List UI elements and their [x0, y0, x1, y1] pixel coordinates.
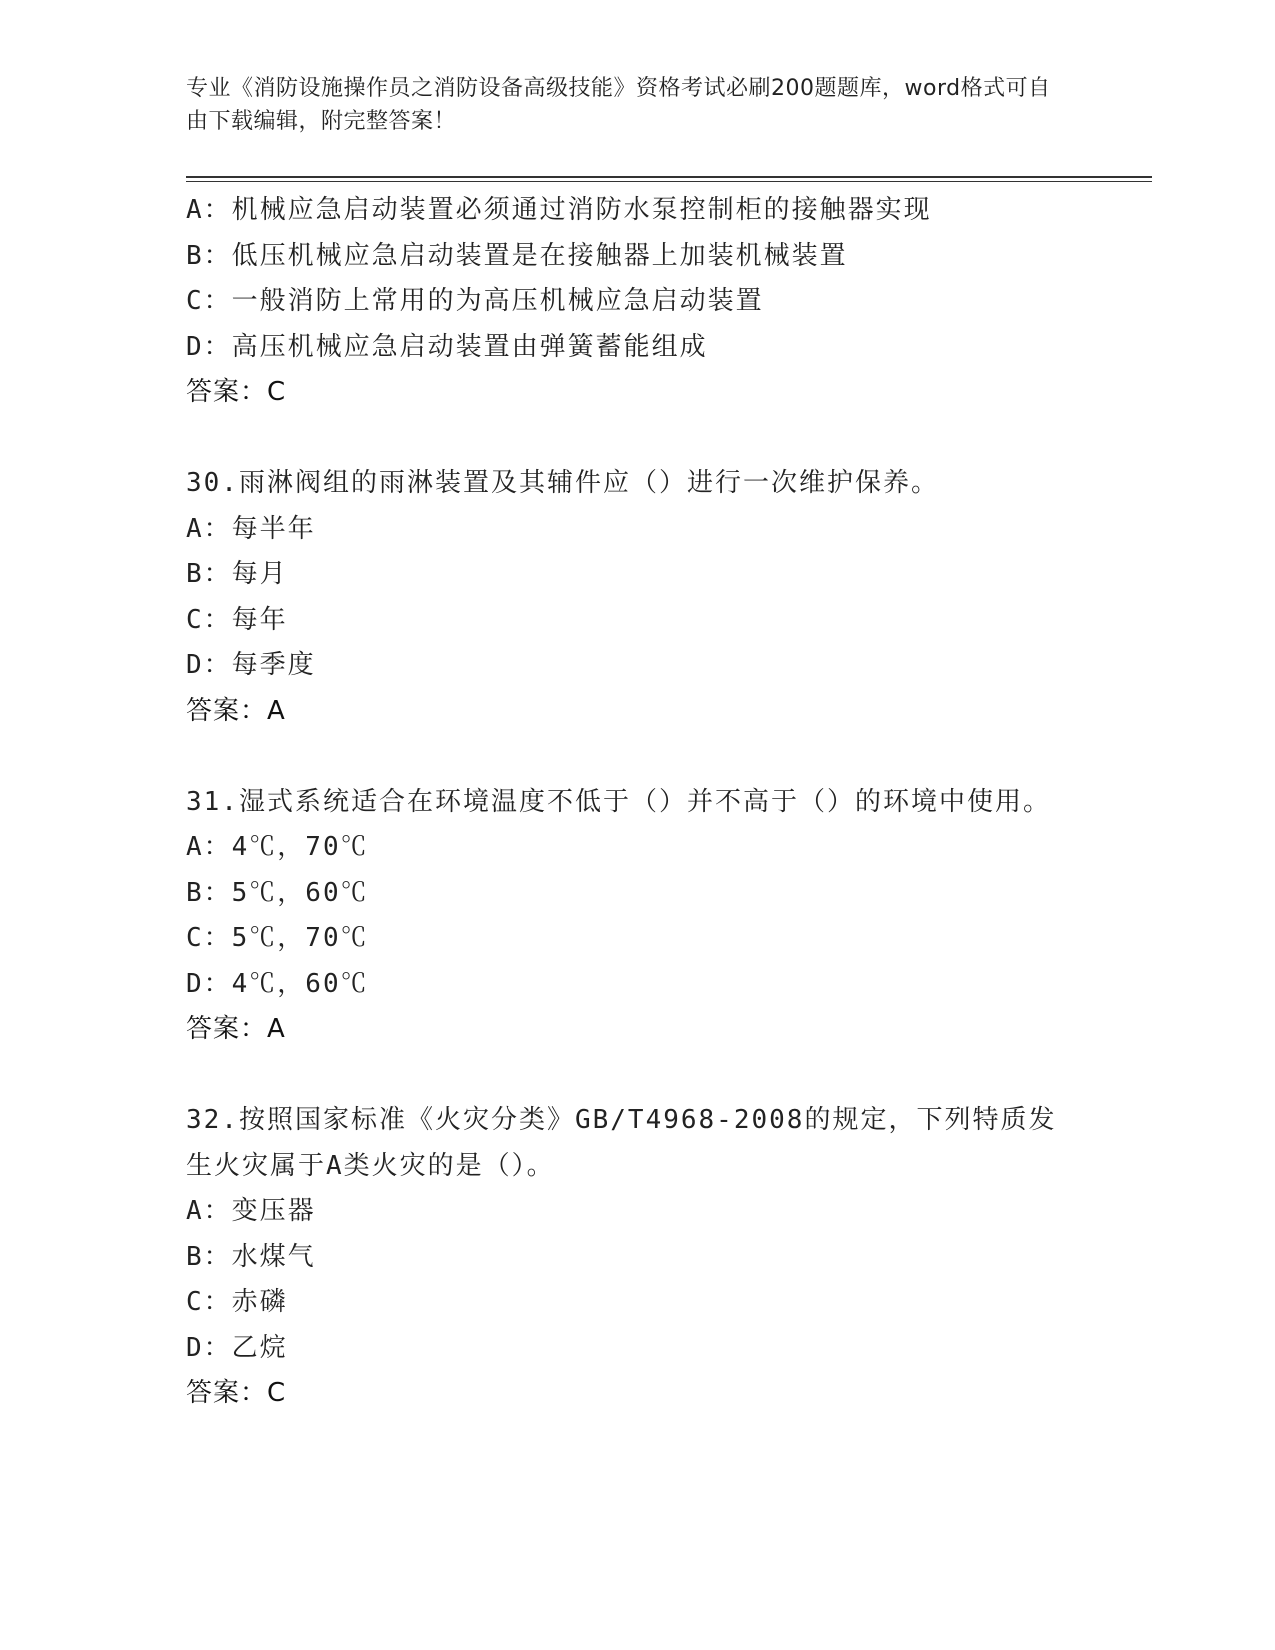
answer-label: 答案：C: [186, 1378, 287, 1408]
question-32: [186, 1098, 1126, 1417]
option-a: A：机械应急启动装置必须通过消防水泵控制柜的接触器实现: [186, 195, 932, 225]
question-text: 30.雨淋阀组的雨淋装置及其辅件应（）进行一次维护保养。: [186, 468, 939, 498]
option-d: D：乙烷: [186, 1332, 288, 1363]
option-c: C：一般消防上常用的为高压机械应急启动装置: [186, 286, 764, 316]
option-c: C：每年: [186, 604, 288, 635]
spacer: [186, 1053, 1126, 1099]
option-d: D：每季度: [186, 650, 316, 680]
question-list: [186, 188, 1126, 1417]
question-text: 32.按照国家标准《火灾分类》GB/T4968-2008的规定，下列特质发生火灾属于A类火灾的是（）。: [186, 1105, 1057, 1181]
option-d: D：高压机械应急启动装置由弹簧蓄能组成: [186, 331, 708, 362]
option-b: B：低压机械应急启动装置是在接触器上加装机械装置: [186, 240, 848, 271]
option-a: A：每半年: [186, 513, 316, 544]
question-31: [186, 780, 1126, 1053]
option-d: D：4℃，60℃: [186, 968, 369, 999]
question-text: 31.湿式系统适合在环境温度不低于（）并不高于（）的环境中使用。: [186, 786, 1051, 817]
header-divider-thick: [186, 176, 1152, 178]
option-a: A：变压器: [186, 1196, 316, 1226]
spacer: [186, 416, 1126, 462]
spacer: [186, 734, 1126, 780]
option-b: B：每月: [186, 559, 288, 589]
option-c: C：赤磷: [186, 1287, 288, 1317]
answer-label: 答案：A: [186, 1014, 286, 1044]
option-b: B：5℃，60℃: [186, 877, 369, 908]
answer-label: 答案：C: [186, 377, 287, 407]
question-30: [186, 461, 1126, 734]
header-divider-thin: [186, 181, 1152, 182]
question-29-continued: [186, 188, 1126, 416]
option-b: B：水煤气: [186, 1241, 316, 1272]
option-a: A：4℃，70℃: [186, 832, 369, 862]
answer-label: 答案：A: [186, 695, 286, 726]
option-c: C：5℃，70℃: [186, 923, 369, 953]
document-header: 专业《消防设施操作员之消防设备高级技能》资格考试必刷200题题库，word格式可自由下载编辑，附完整答案！: [186, 76, 1051, 134]
